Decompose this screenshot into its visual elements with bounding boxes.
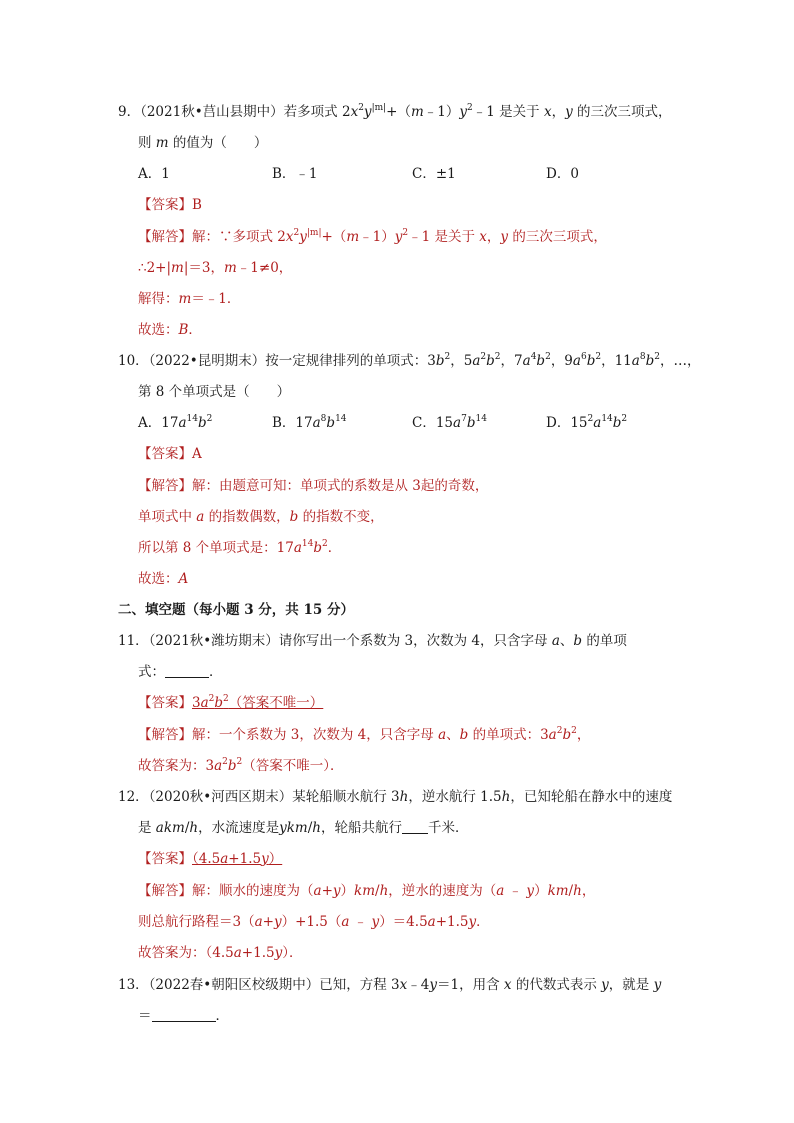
q9-option-d: D．0 [546, 166, 579, 182]
q9-option-c: C．±1 [412, 166, 456, 182]
q10-option-d: D．$15^2a^{14}b^2$ [546, 414, 628, 431]
q12-analysis-line1: 【解答】解：顺水的速度为（a+y）km/h，逆水的速度为（a ﹣ y）km/h， [138, 883, 596, 899]
q10-analysis-line1: 【解答】解：由题意可知：单项式的系数是从 3起的奇数， [138, 478, 489, 494]
q11-stem-line1: 11．（2021秋•潍坊期末）请你写出一个系数为 3，次数为 4，只含字母 a、b 的单项 [118, 633, 627, 649]
q9-option-b: B．﹣1 [272, 166, 318, 182]
q12-stem-line2: 是 akm/h，水流速度是ykm/h，轮船共航行 千米． [138, 820, 469, 836]
q9-analysis-line4: 故选：B． [138, 322, 202, 338]
q10-option-b: B．$17a^8b^{14}$ [272, 414, 347, 431]
answer-blank[interactable] [165, 663, 209, 678]
q10-analysis-line2: 单项式中 a 的指数偶数，b 的指数不变， [138, 509, 384, 525]
q13-stem-line2: ＝ ． [138, 1008, 229, 1024]
q9-analysis-line3: 解得：m＝﹣1． [138, 291, 241, 307]
q9-stem-line2: 则 m 的值为（ ） [138, 135, 268, 151]
q12-stem-line1: 12．（2020秋•河西区期末）某轮船顺水航行 3h，逆水航行 1.5h，已知轮船在静水中的速度 [118, 789, 673, 805]
q9-answer: 【答案】B [138, 197, 202, 213]
q10-analysis-line4: 故选：A [138, 571, 189, 587]
answer-blank[interactable] [152, 1007, 216, 1022]
q11-stem-line2: 式： ． [138, 664, 223, 680]
q9-analysis-line1: 【解答】解：∵多项式 $2x^2y^{|m|}+(m﹣1)y^2﹣1$ 是关于 x，y 的三次三项式， [138, 228, 607, 245]
q10-stem-line2: 第 8 个单项式是（ ） [138, 384, 291, 400]
q9-option-a: A．1 [138, 166, 170, 182]
q11-analysis-line2: 故答案为：$3a^2b^2$（答案不唯一）． [138, 757, 344, 774]
q10-option-c: C．$15a^7b^{14}$ [412, 414, 487, 431]
q13-stem-line1: 13．（2022春•朝阳区校级期中）已知，方程 3x﹣4y＝1，用含 x 的代数式表示 y，就是 y [118, 977, 662, 993]
q9-stem-line1: 9．（2021秋•莒山县期中）若多项式 $2x^2y^{|m|}+(m﹣1)y^2﹣1$ 是关于 x，y 的三次三项式， [118, 103, 672, 120]
q12-analysis-line2: 则总航行路程＝3（a+y）+1.5（a ﹣ y）＝4.5a+1.5y． [138, 914, 490, 930]
q11-answer: 【答案】$3a^2b^2$（答案不唯一） [138, 694, 324, 711]
q10-stem-line1: 10．（2022•昆明期末）按一定规律排列的单项式：$3b^2$，$5a^2b^2$，$7a^4b^2$，$9a^6b^2$，$11a^8b^2$，…， [118, 352, 701, 369]
q12-analysis-line3: 故答案为：（4.5a+1.5y）． [138, 945, 303, 961]
q11-analysis-line1: 【解答】解：一个系数为 3，次数为 4，只含字母 a、b 的单项式：$3a^2b^2$， [138, 726, 591, 743]
section-title: 二、填空题（每小题 3 分，共 15 分） [118, 602, 354, 618]
q12-answer: 【答案】（4.5a+1.5y） [138, 851, 283, 867]
q10-option-a: A．$17a^{14}b^2$ [138, 414, 213, 431]
q10-answer: 【答案】A [138, 446, 202, 462]
q10-analysis-line3: 所以第 8 个单项式是：$17a^{14}b^2$． [138, 539, 342, 556]
answer-blank[interactable] [402, 819, 428, 834]
q9-analysis-line2: ∴2+|m|＝3，m﹣1≠0， [138, 260, 293, 276]
